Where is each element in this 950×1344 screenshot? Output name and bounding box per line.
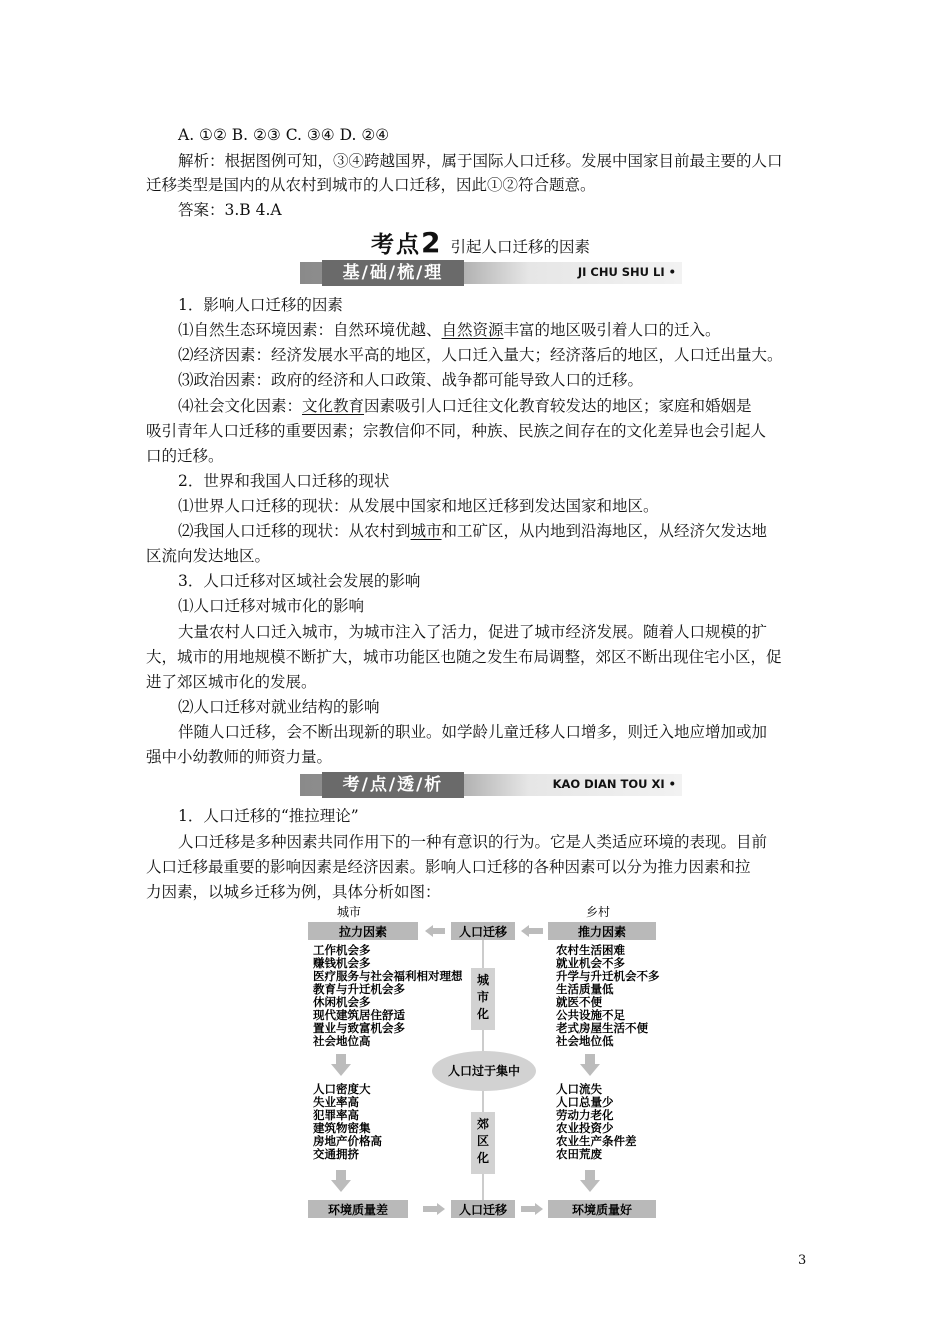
list-item: 赚钱机会多 [313,956,371,970]
point-1-1: ⑴自然生态环境因素：自然环境优越、自然资源丰富的地区吸引着人口的迁入。 [178,321,721,339]
arrow-right-icon-2 [521,1203,543,1215]
list-item: 医疗服务与社会福利相对理想 [313,969,463,983]
point-3-2-text2: 强中小幼教师的师资力量。 [146,748,333,766]
point-3-1: ⑴人口迁移对城市化的影响 [178,597,365,615]
heading-subtitle: 引起人口迁移的因素 [450,238,590,256]
point-2-title: 2．世界和我国人口迁移的现状 [178,472,390,490]
push-factor-label: 推力因素 [577,925,627,939]
point-1-title: 1．影响人口迁移的因素 [178,296,343,314]
migration-top-label: 人口迁移 [458,925,508,939]
suburbanization-char: 郊 [476,1117,490,1131]
list-item: 人口流失 [556,1082,602,1096]
list-item: 社会地位低 [556,1034,614,1048]
analysis-text-1: 人口迁移是多种因素共同作用下的一种有意识的行为。它是人类适应环境的表现。目前 [178,833,768,851]
suburbanization-char: 化 [476,1151,490,1165]
answer-line: 答案：3.B 4.A [178,201,282,219]
env-bad-label: 环境质量差 [327,1203,389,1217]
list-item: 农田荒废 [556,1147,602,1161]
analysis-point-1-title: 1．人口迁移的“推拉理论” [178,807,359,825]
city-pull-list [312,943,463,1048]
village-title: 乡村 [586,905,611,919]
point-3-title: 3．人口迁移对区域社会发展的影响 [178,572,421,590]
banner-basics [300,262,682,284]
heading-number: 2 [421,226,441,259]
list-item: 升学与升迁机会不多 [556,969,660,983]
point-1-4-cont1: 吸引青年人口迁移的重要因素；宗教信仰不同，种族、民族之间存在的文化差异也会引起人 [146,422,767,440]
banner-analysis-label: 考/点/透/析 [322,772,464,798]
banner-basics-label: 基/础/梳/理 [322,260,464,286]
list-item: 建筑物密集 [313,1121,371,1135]
point-3-1-text2: 大，城市的用地规模不断扩大，城市功能区也随之发生布局调整，郊区不断出现住宅小区，促 [146,648,782,666]
pull-factor-label: 拉力因素 [338,925,388,939]
point-1-4: ⑷社会文化因素：文化教育因素吸引人口迁往文化教育较发达的地区；家庭和婚姻是 [178,397,752,415]
analysis-line-2: 迁移类型是国内的从农村到城市的人口迁移，因此①②符合题意。 [146,176,596,194]
heading-prefix: 考点 [371,232,421,258]
arrow-down-icon [331,1170,351,1192]
list-item: 农业投资少 [556,1121,614,1135]
point-2-2-cont: 区流向发达地区。 [146,547,271,565]
list-item: 置业与致富机会多 [313,1021,405,1035]
city-title: 城市 [337,905,362,919]
list-item: 生活质量低 [556,982,614,996]
arrow-left-icon [425,925,445,937]
list-item: 人口总量少 [556,1095,614,1109]
point-3-1-text3: 进了郊区城市化的发展。 [146,673,317,691]
migration-bottom-label: 人口迁移 [458,1203,508,1217]
point-1-4-cont2: 口的迁移。 [146,447,224,465]
village-result-list [556,1082,637,1161]
list-item: 失业率高 [313,1095,359,1109]
list-item: 就业机会不多 [556,956,625,970]
point-2-2: ⑵我国人口迁移的现状：从农村到城市和工矿区，从内地到沿海地区，从经济欠发达地 [178,522,768,540]
arrow-down-icon [580,1170,600,1192]
list-item: 就医不便 [556,995,602,1009]
center-oval-label: 人口过于集中 [447,1064,521,1078]
list-item: 公共设施不足 [556,1008,625,1022]
arrow-left-icon-2 [521,925,543,937]
banner-analysis-en: KAO DIAN TOU XI • [552,777,676,791]
list-item: 工作机会多 [313,943,371,957]
list-item: 现代建筑居住舒适 [313,1008,405,1022]
page-number: 3 [798,1253,807,1268]
point-3-2: ⑵人口迁移对就业结构的影响 [178,698,380,716]
point-3-1-text: 大量农村人口迁入城市，为城市注入了活力，促进了城市经济发展。随着人口规模的扩 [178,623,768,641]
banner-analysis [300,774,682,796]
list-item: 房地产价格高 [313,1134,382,1148]
section-heading [371,226,590,259]
analysis-line-1: 解析：根据图例可知，③④跨越国界，属于国际人口迁移。发展中国家目前最主要的人口 [178,152,783,170]
city-problem-list [312,1082,382,1161]
urbanization-char: 化 [476,1007,490,1021]
list-item: 劳动力老化 [556,1108,614,1122]
env-good-label: 环境质量好 [571,1203,633,1217]
point-1-3: ⑶政治因素：政府的经济和人口政策、战争都可能导致人口的迁移。 [178,371,644,389]
arrow-right-icon [423,1203,445,1215]
push-pull-diagram [305,904,660,1222]
suburbanization-char: 区 [476,1134,490,1148]
list-item: 休闲机会多 [313,995,371,1009]
village-push-list [555,943,660,1048]
arrow-down-icon [331,1054,351,1076]
point-3-2-text: 伴随人口迁移，会不断出现新的职业。如学龄儿童迁移人口增多，则迁入地应增加或加 [178,723,768,741]
arrow-down-icon [580,1054,600,1076]
analysis-text-3: 力因素，以城乡迁移为例，具体分析如图： [146,883,441,901]
urbanization-char: 市 [476,990,490,1004]
point-1-2: ⑵经济因素：经济发展水平高的地区，人口迁入量大；经济落后的地区，人口迁出量大。 [178,346,783,364]
list-item: 社会地位高 [313,1034,371,1048]
list-item: 教育与升迁机会多 [313,982,405,996]
answer-options: A. ①② B. ②③ C. ③④ D. ②④ [178,126,390,144]
banner-basics-en: JI CHU SHU LI • [577,265,676,279]
list-item: 人口密度大 [313,1082,371,1096]
list-item: 犯罪率高 [313,1108,359,1122]
point-2-1: ⑴世界人口迁移的现状：从发展中国家和地区迁移到发达国家和地区。 [178,497,659,515]
urbanization-char: 城 [476,973,490,987]
list-item: 农业生产条件差 [556,1134,637,1148]
list-item: 老式房屋生活不便 [556,1021,648,1035]
list-item: 农村生活困难 [556,943,625,957]
analysis-text-2: 人口迁移最重要的影响因素是经济因素。影响人口迁移的各种因素可以分为推力因素和拉 [146,858,751,876]
list-item: 交通拥挤 [313,1147,359,1161]
